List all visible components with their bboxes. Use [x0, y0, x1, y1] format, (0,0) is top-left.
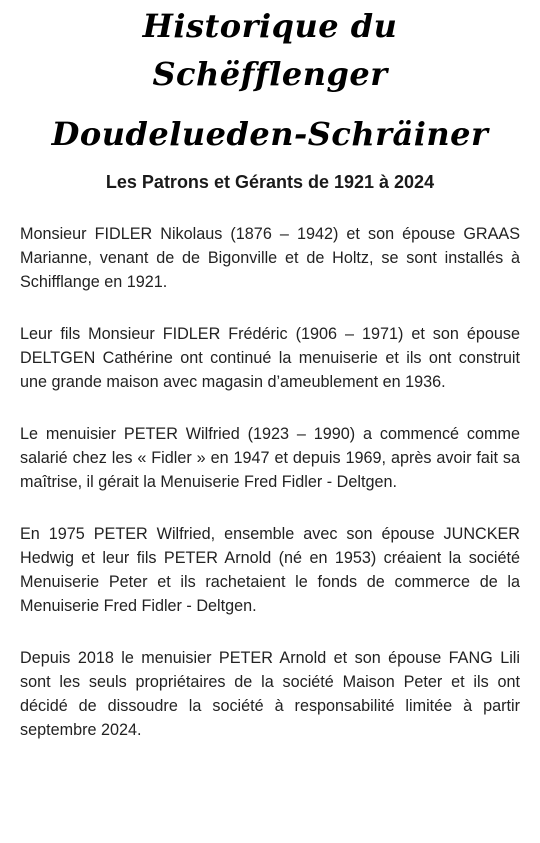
paragraph-3: Le menuisier PETER Wilfried (1923 – 1990) a commencé comme salarié chez les « Fidler » en 1947 et depuis 1969, après avoir fait sa maîtrise, il gérait la Menuiserie Fred Fidler - Deltgen.	[20, 425, 520, 491]
title-line-1: Historique du Schëfflenger	[142, 7, 398, 93]
paragraph-1: Monsieur FIDLER Nikolaus (1876 – 1942) et son épouse GRAAS Marianne, venant de de Bigonville et de Holtz, se sont installés à Schifflange en 1921.	[20, 225, 520, 291]
paragraph-4: En 1975 PETER Wilfried, ensemble avec son épouse JUNCKER Hedwig et leur fils PETER Arnold (né en 1953) créaient la société Menuiserie Peter et ils rachetaient le fonds de commerce de la Menuiserie Fred Fidler - Deltgen.	[20, 525, 520, 615]
paragraph-2: Leur fils Monsieur FIDLER Frédéric (1906 – 1971) et son épouse DELTGEN Cathérine ont continué la menuiserie et ils ont construit une grande maison avec magasin d’ameublement en 1936.	[20, 325, 520, 391]
document-body	[20, 222, 520, 742]
document-subtitle: Les Patrons et Gérants de 1921 à 2024	[105, 172, 435, 192]
paragraph-5: Depuis 2018 le menuisier PETER Arnold et son épouse FANG Lili sont les seuls propriétaires de la société Maison Peter et ils ont décidé de dissoudre la société à responsabilité limitée à partir septembre 2024.	[20, 649, 520, 739]
document-title	[20, 0, 520, 158]
title-line-2: Doudelueden-Schräiner	[51, 115, 489, 153]
